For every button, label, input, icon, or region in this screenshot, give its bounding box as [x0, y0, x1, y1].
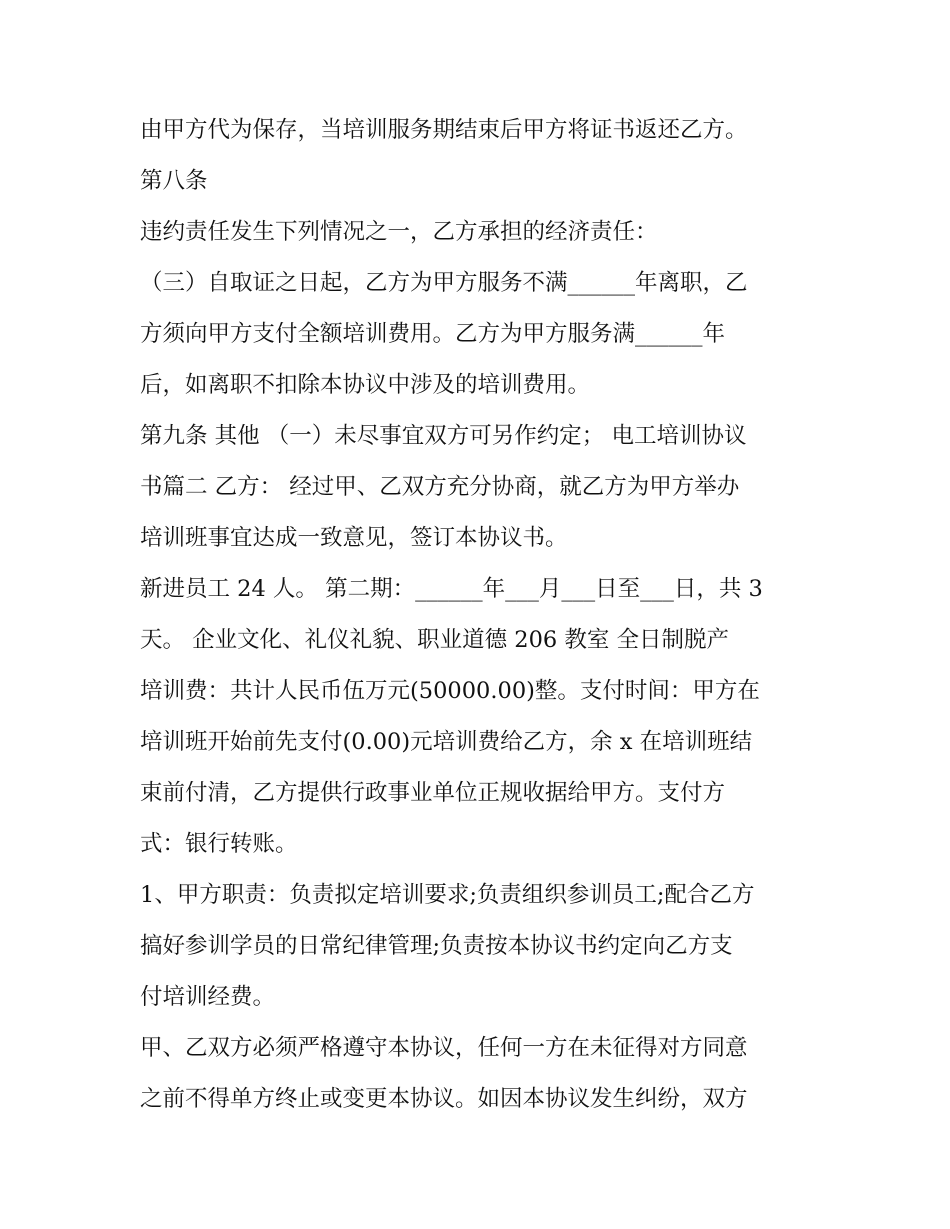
- paragraph-line: 1、甲方职责：负责拟定培训要求;负责组织参训员工;配合乙方: [140, 882, 755, 908]
- paragraph-line: 方须向甲方支付全额培训费用。乙方为甲方服务满______年: [140, 321, 726, 347]
- paragraph-line: 之前不得单方终止或变更本协议。如因本协议发生纠纷，双方: [140, 1086, 748, 1112]
- paragraph-line: 由甲方代为保存，当培训服务期结束后甲方将证书返还乙方。: [140, 117, 748, 143]
- paragraph-line: 新进员工 24 人。 第二期：______年___月___日至___日，共 3: [140, 576, 763, 602]
- paragraph-line: 培训班事宜达成一致意见，签订本协议书。: [140, 525, 568, 551]
- paragraph-line: 甲、乙双方必须严格遵守本协议，任何一方在未征得对方同意: [140, 1035, 748, 1061]
- paragraph-line: 搞好参训学员的日常纪律管理;负责按本协议书约定向乙方支: [140, 933, 733, 959]
- paragraph-line: （三）自取证之日起，乙方为甲方服务不满______年离职，乙: [140, 270, 748, 296]
- paragraph-line: 第九条 其他 （一）未尽事宜双方可另作约定； 电工培训协议: [140, 423, 747, 449]
- paragraph-line: 后，如离职不扣除本协议中涉及的培训费用。: [140, 372, 591, 398]
- paragraph-line: 付培训经费。: [140, 984, 276, 1010]
- paragraph-line: 书篇二 乙方： 经过甲、乙双方充分协商，就乙方为甲方举办: [140, 474, 740, 500]
- paragraph-line: 培训费：共计人民币伍万元(50000.00)整。支付时间：甲方在: [140, 678, 760, 704]
- paragraph-line: 式：银行转账。: [140, 831, 298, 857]
- article-heading: 第八条: [140, 168, 208, 194]
- paragraph-line: 培训班开始前先支付(0.00)元培训费给乙方，余 x 在培训班结: [140, 729, 753, 755]
- paragraph-line: 束前付清，乙方提供行政事业单位正规收据给甲方。支付方: [140, 780, 726, 806]
- paragraph-line: 违约责任发生下列情况之一，乙方承担的经济责任：: [140, 219, 658, 245]
- paragraph-line: 天。 企业文化、礼仪礼貌、职业道德 206 教室 全日制脱产: [140, 627, 730, 653]
